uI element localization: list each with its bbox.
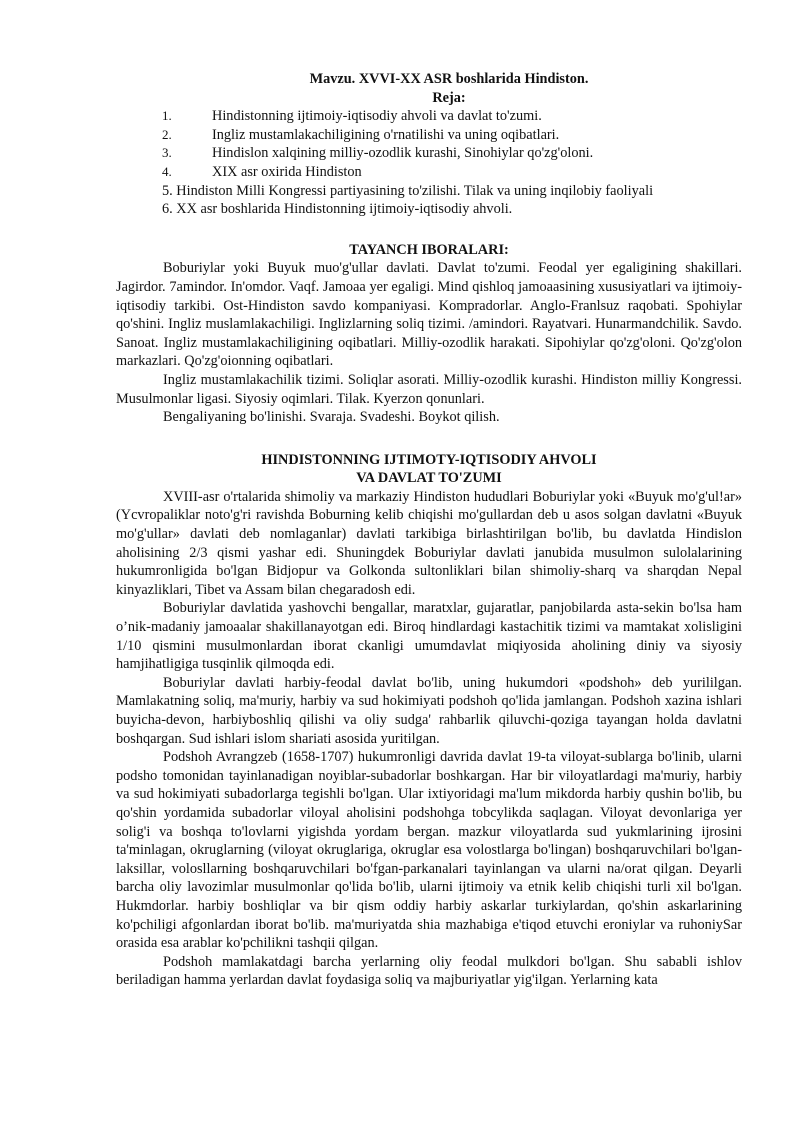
plan-item: [162, 200, 742, 219]
section-heading-line2: VA DAVLAT TO'ZUMI: [356, 470, 502, 487]
plan-item-text: XIX asr oxirida Hindiston: [212, 163, 362, 180]
keywords-paragraph: Ingliz mustamlakachilik tizimi. Soliqlar asorati. Milliy-ozodlik kurashi. Hindiston milliy Kongressi. Musulmonlar ligasi. Siyosiy oqimlari. Tilak. Kyerzon qonunlari.: [116, 371, 742, 407]
plan-item: [162, 182, 742, 201]
document-title: Mavzu. XVVI-XX ASR boshlarida Hindiston.: [309, 71, 589, 87]
plan-item-number: 4.: [162, 163, 172, 179]
body-paragraph: Boburiylar davlatida yashovchi bengallar, maratxlar, gujaratlar, panjobilarda asta-sekin bo'lsa ham o’nik-madaniy jamoaalar shakillanayotgan edi. Biroq hindlardagi kastachitik tizimi va mamtakat xolisligini 1/10 qismini musulmonlardan iborat ckanligi umumdavlat miqiyosida aholining diniy va siyosiy hamjihatligiga tusqinlik qilmoqda edi.: [116, 600, 742, 673]
plan-item: [162, 144, 742, 163]
plan-item-text: 5. Hindiston Milli Kongressi partiyasining to'zilishi. Tilak va uning inqilobiy faoliyali: [162, 182, 654, 199]
plan-list: [116, 107, 742, 219]
plan-item-text: Ingliz mustamlakachiligining o'rnatilishi va uning oqibatlari.: [212, 126, 560, 143]
body-paragraph: XVIII-asr o'rtalarida shimoliy va markaziy Hindiston hududlari Boburiylar yoki «Buyuk mo'g'ul!ar» (Ycvropaliklar noto'g'ri ravishda Boburning kelib chiqishi mo'gullardan deb u asos solgan davlatni «Buyuk mo'g'ullar» davlati deb nomlaganlar) davlati tarkibiga birlashtirilgan bo'lib, bu davlatda Hindislon aholisining 2/3 qismi yashar edi. Shuningdek Boburiylar davlati janubida musulmon sulolalarining hukumronligida bo'lgan Bidjopur va Golkonda sultonliklari bilan shimoliy-sharq va sharqdan Nepal kinyazliklari, Tibet va Assam bilan chegaradosh edi.: [116, 488, 742, 598]
plan-item-number: 1.: [162, 108, 172, 124]
plan-item-text: 6. XX asr boshlarida Hindistonning ijtimoiy-iqtisodiy ahvoli.: [162, 201, 513, 218]
keywords-heading: TAYANCH IBORALARI:: [349, 241, 509, 258]
plan-item: [162, 107, 742, 126]
plan-item-text: Hindislon xalqining milliy-ozodlik kurashi, Sinohiylar qo'zg'oloni.: [212, 145, 594, 162]
plan-item-number: 3.: [162, 145, 172, 161]
body-paragraph: Podshoh mamlakatdagi barcha yerlarning oliy feodal mulkdori bo'lgan. Shu sababli ishlov beriladigan hamma yerlardan davlat foydasiga soliq va majburiyatlar yig'ilgan. Yerlarning kata: [116, 953, 742, 989]
body-paragraph: Podshoh Avrangzeb (1658-1707) hukumronligi davrida davlat 19-ta viloyat-sublarga bo'linib, ularni podsho tomonidan tayinlanadigan noyiblar-subadorlar boshkargan. Har bir viloyatlardagi ma'muriy, harbiy va sud hokimiyati subadorlarga tegishli bo'lgan. Ular ixtiyoridagi ma'lum mikdorda harbiy qushin bo'lib, bu qo'shin yordamida subadorlar viloyal aholisini podshohga tobcylikda saqlagan. Viloyat devonlariga yer solig'i va boshqa to'lovlarni yigishda yordam bergan. mazkur viloyatlarda sud yukmlarining ijrosini ta'minlagan, okruglarning (viloyat okruglariga, okruglar esa volostlarga bo'lingan) boshqaruvchilari bo'lgan-laksillar, volosllarning boshqaruvchilari bo'fgan-parkanalari tayinlangan va ularni na/orat qilgan. Deyarli barcha oliy lavozimlar musulmonlar qo'lida bo'lib, ularni ijtimoiy va etnik kelib chiqishi turli xil bo'lgan. Hukmdorlar. harbiy boshliqlar va bir qism oddiy harbiy askarlar turkiylardan, qo'shin askarlarining ko'pchiligi afgonlardan iborat bo'lib. ma'muriyatda shia mazhabiga e'tiqod etuvchi eroniylar va ruhoniySar orasida esa arablar ko'pchilikni tashqii qilgan.: [116, 749, 742, 952]
plan-item-number: 2.: [162, 126, 172, 142]
body-paragraph: Boburiylar davlati harbiy-feodal davlat bo'lib, uning hukumdori «podshoh» deb yurililgan. Mamlakatning soliq, ma'muriy, harbiy va sud hokimiyati podshoh qo'lida jamlangan. Podshoh xazina ishlari buyicha-devon, harbiyboshliq qilishi va oliy sudga' rahbarlik qiluvchi-qoziga tayangan holda davlatni boshqargan. Sud ishlari islom shariati asosida yuritilgan.: [116, 674, 742, 747]
keywords-paragraph: Bengaliyaning bo'linishi. Svaraja. Svadeshi. Boykot qilish.: [163, 409, 500, 426]
plan-item-text: Hindistonning ijtimoiy-iqtisodiy ahvoli va davlat to'zumi.: [212, 108, 542, 125]
plan-item: [162, 126, 742, 145]
keywords-paragraph: Boburiylar yoki Buyuk muo'g'ullar davlati. Davlat to'zumi. Feodal yer egaligining shakillari. Jagirdor. 7amindor. In'omdor. Vaqf. Jamoaa yer egaligi. Mind qishloq jamoaasining xususiyatlari va ijtimoiy-iqtisodiy tarkibi. Ost-Hindiston savdo kompaniyasi. Kompradorlar. Anglo-Franlsuz raqobati. Spohiylar qo'shini. Ingliz muslamlakachiligi. Inglizlarning soliq tizimi. /amindori. Rayatvari. Hunarmandchilik. Savdo. Sanoat. Ingliz mustamlakachiligining oqibatlari. Milliy-ozodlik harakati. Sipohiylar qo'zg'oloni. Qo'zg'olon markazlari. Qo'zg'oionning oqibatlari.: [116, 260, 742, 370]
section-heading-line1: HINDISTONNING IJTIMOTY-IQTISODIY AHVOLI: [261, 451, 597, 468]
plan-item: [162, 163, 742, 182]
plan-heading: Reja:: [432, 89, 466, 106]
